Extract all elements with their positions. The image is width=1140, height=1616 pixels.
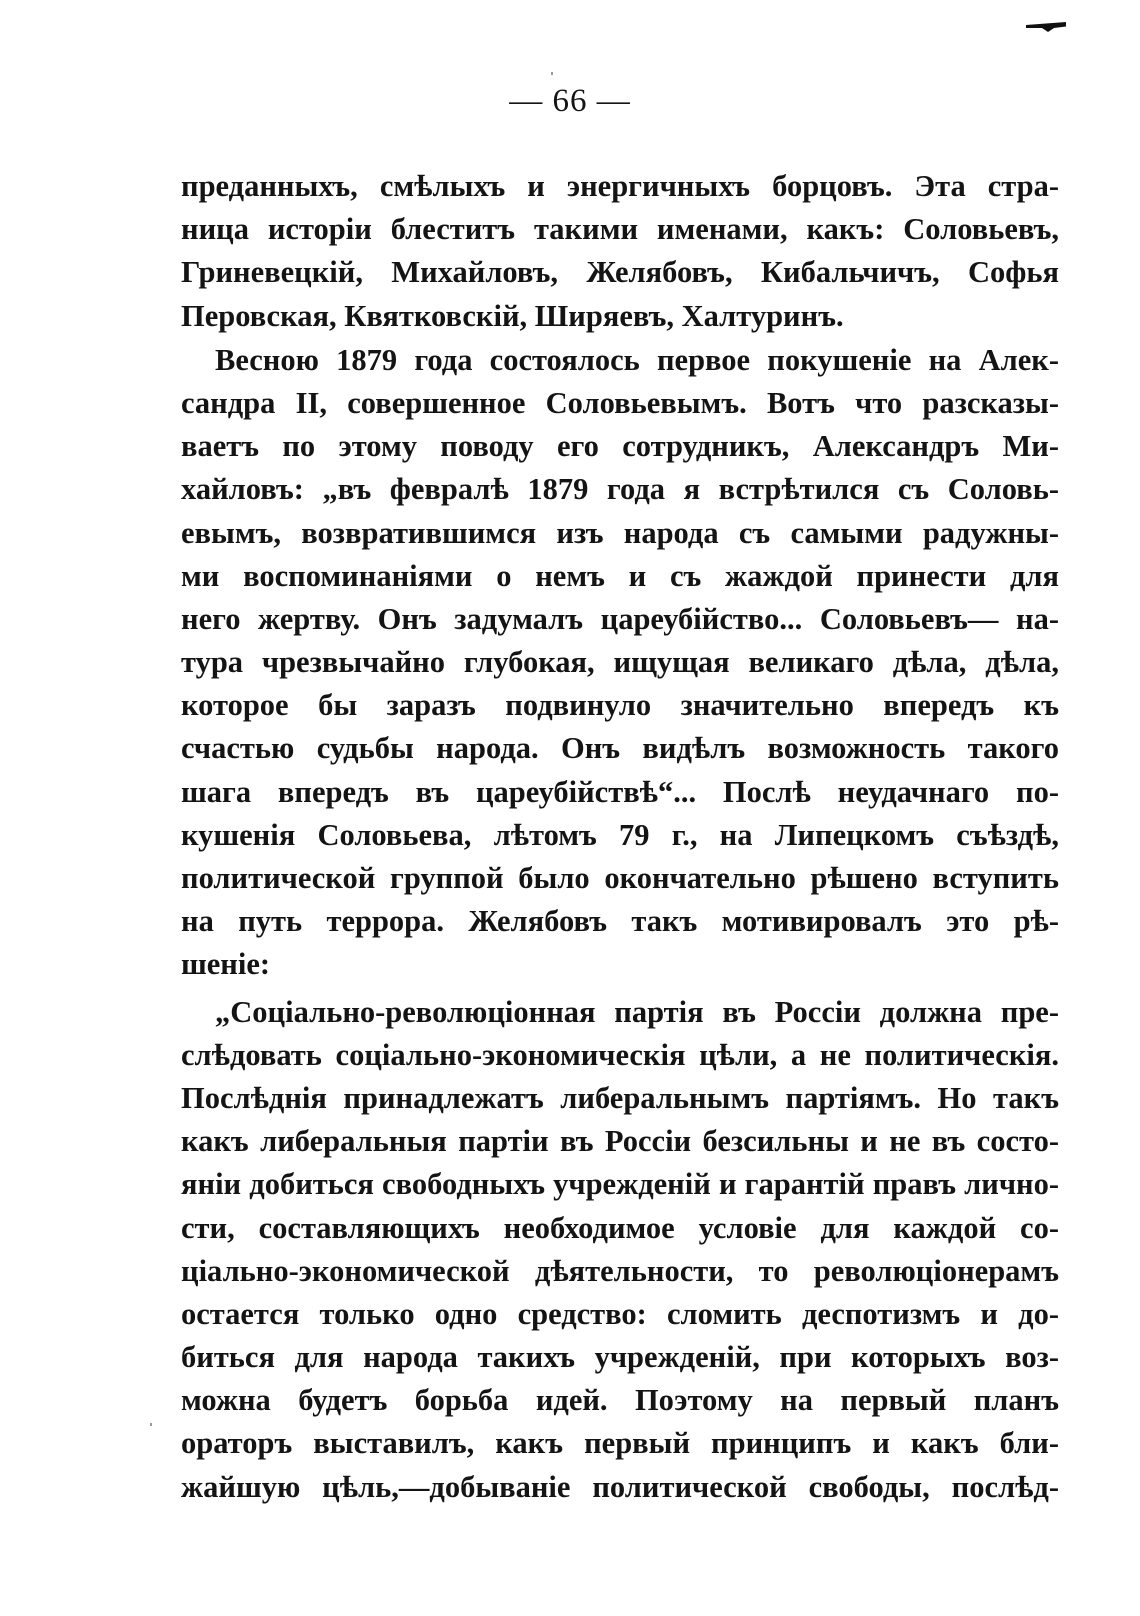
text-line: сти, составляющихъ необходимое условіе для каждой со-: [181, 1210, 1059, 1245]
text-line: ми воспоминаніями о немъ и съ жаждой принести для: [181, 558, 1059, 593]
text-line: жайшую цѣль,—добываніе политической свободы, послѣд-: [181, 1469, 1059, 1504]
text-line: Перовская, Квятковскій, Ширяевъ, Халтуринъ.: [181, 298, 844, 333]
text-line: тура чрезвычайно глубокая, ищущая великаго дѣла, дѣла,: [181, 645, 1059, 680]
text-line: Послѣднія принадлежатъ либеральнымъ партіямъ. Но такъ: [181, 1080, 1059, 1115]
text-line: сандра II, совершенное Соловьевымъ. Вотъ что разсказы-: [181, 385, 1059, 420]
text-line: ваетъ по этому поводу его сотрудникъ, Александръ Ми-: [181, 429, 1059, 464]
text-line: какъ либеральныя партіи въ Россіи безсильны и не въ состо-: [181, 1124, 1059, 1159]
text-line: счастью судьбы народа. Онъ видѣлъ возможность такого: [181, 731, 1059, 766]
text-line: которое бы заразъ подвинуло значительно впередъ къ: [181, 688, 1059, 723]
paragraph-1: [181, 165, 1059, 338]
paragraph-3-quote: [181, 991, 1059, 1509]
text-line: шага впередъ въ цареубійствѣ“... Послѣ неудачнаго по-: [181, 774, 1059, 809]
page-number: — 66 —: [509, 83, 631, 119]
text-line: политической группой было окончательно рѣшено вступить: [181, 861, 1059, 895]
text-line: хайловъ: „въ февралѣ 1879 года я встрѣтился съ Соловь-: [181, 472, 1059, 507]
text-line: евымъ, возвратившимся изъ народа съ самыми радужны-: [181, 515, 1059, 550]
printer-mark: [1026, 22, 1066, 32]
text-line: Весною 1879 года состоялось первое покушеніе на Алек-: [215, 342, 1059, 377]
text-line: кушенія Соловьева, лѣтомъ 79 г., на Липецкомъ съѣздѣ,: [181, 817, 1059, 852]
print-speck: [150, 1423, 152, 1426]
text-line: ціально-экономической дѣятельности, то революціонерамъ: [181, 1253, 1059, 1288]
text-line: Гриневецкій, Михайловъ, Желябовъ, Кибальчичъ, Софья: [181, 255, 1059, 290]
text-line: слѣдовать соціально-экономическія цѣли, а не политическія.: [181, 1037, 1059, 1072]
text-line: него жертву. Онъ задумалъ цареубійство... Соловьевъ— на-: [181, 601, 1059, 636]
text-line: „Соціально-революціонная партія въ Россіи должна пре-: [215, 994, 1059, 1029]
text-line: преданныхъ, смѣлыхъ и энергичныхъ борцовъ. Эта стра-: [181, 169, 1059, 203]
print-speck: [551, 72, 553, 75]
text-line: можна будетъ борьба идей. Поэтому на первый планъ: [181, 1383, 1059, 1418]
text-line: на путь террора. Желябовъ такъ мотивировалъ это рѣ-: [181, 904, 1059, 939]
text-line: ораторъ выставилъ, какъ первый принципъ и какъ бли-: [181, 1426, 1059, 1461]
text-line: остается только одно средство: сломить деспотизмъ и до-: [181, 1296, 1059, 1331]
text-line: яніи добиться свободныхъ учрежденій и гарантій правъ лично-: [181, 1167, 1059, 1202]
paragraph-2: [181, 339, 1059, 987]
text-line: биться для народа такихъ учрежденій, при которыхъ воз-: [181, 1340, 1059, 1375]
body-text: [181, 165, 1059, 1509]
text-line: шеніе:: [181, 947, 271, 982]
text-line: ница исторіи блеститъ такими именами, какъ: Соловьевъ,: [181, 212, 1059, 247]
